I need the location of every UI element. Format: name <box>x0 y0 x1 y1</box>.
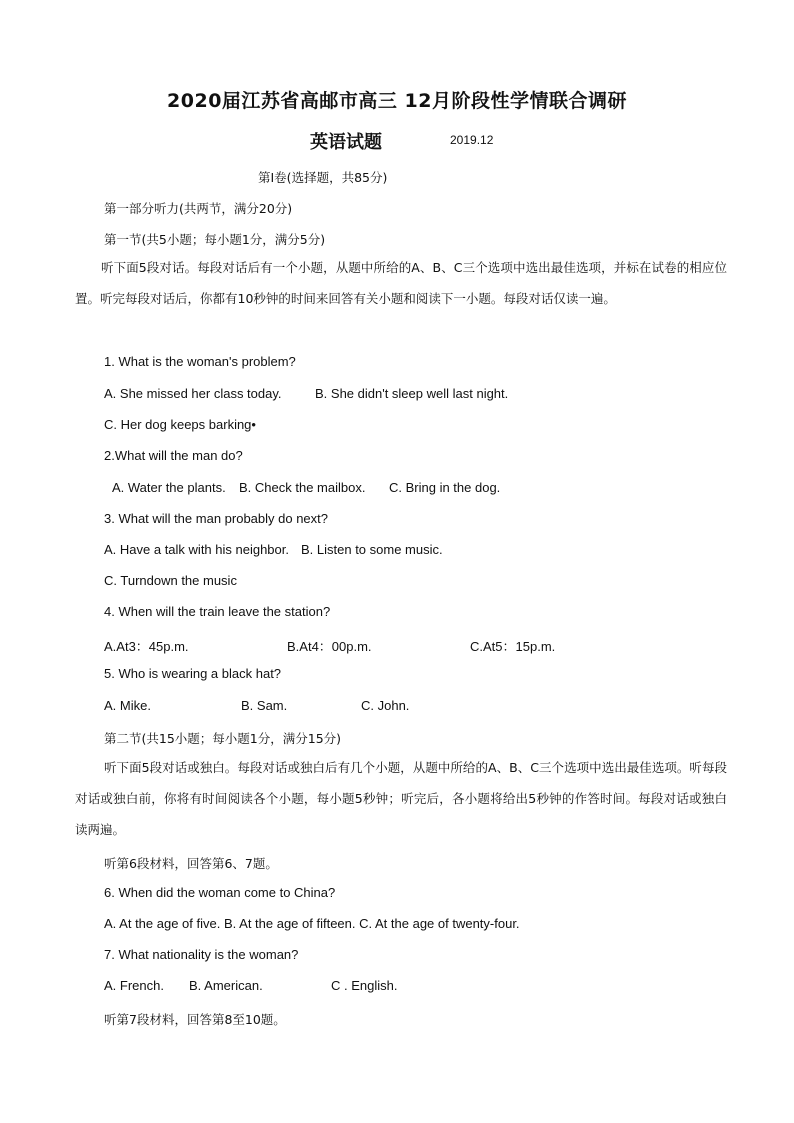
q1-option-b: B. She didn't sleep well last night. <box>315 386 509 401</box>
part1-heading: 第一部分听力(共两节，满分20分) <box>104 201 293 216</box>
q7-stem: 7. What nationality is the woman? <box>104 947 299 962</box>
q4-stem: 4. When will the train leave the station? <box>104 604 331 619</box>
q3-option-c: C. Turndown the music <box>104 573 237 588</box>
q4-option-c: C.At5：15p.m. <box>470 639 556 654</box>
material7-heading: 听第7段材料，回答第8至10题。 <box>104 1012 286 1027</box>
material6-heading: 听第6段材料，回答第6、7题。 <box>104 856 278 871</box>
q5-stem: 5. Who is wearing a black hat? <box>104 666 282 681</box>
q7-option-b: B. American. <box>189 978 263 993</box>
q5-option-b: B. Sam. <box>241 698 288 713</box>
q2-option-b: B. Check the mailbox. <box>239 480 366 495</box>
q3-option-b: B. Listen to some music. <box>301 542 443 557</box>
exam-title: 2020届江苏省高邮市高三 12月阶段性学情联合调研 <box>167 90 627 112</box>
q2-option-a: A. Water the plants. <box>112 480 226 495</box>
q6-stem: 6. When did the woman come to China? <box>104 885 336 900</box>
section1-heading: 第一节(共5小题；每小题1分，满分5分) <box>104 232 326 247</box>
section2-instructions: 听下面5段对话或独白。每段对话或独白后有几个小题，从题中所给的A、B、C三个选项中选出最佳选项。听每段对话或独白前，你将有时间阅读各个小题，每小题5秒钟；听完后，各小题将给出5秒钟的作答时间。每段对话或独白读两遍。 <box>75 760 727 837</box>
section1-instructions: 听下面5段对话。每段对话后有一个小题，从题中所给的A、B、C三个选项中选出最佳选项，并标在试卷的相应位置。听完每段对话后，你都有10秒钟的时间来回答有关小题和阅读下一小题。每段对话仅读一遍。 <box>75 260 727 306</box>
exam-subtitle: 英语试题 <box>310 132 382 153</box>
q5-option-a: A. Mike. <box>104 698 151 713</box>
volume-heading: 第Ⅰ卷(选择题，共85分) <box>258 170 388 185</box>
q6-options: A. At the age of five. B. At the age of fifteen. C. At the age of twenty-four. <box>104 916 520 931</box>
exam-date: 2019.12 <box>450 133 494 147</box>
q1-stem: 1. What is the woman's problem? <box>104 354 296 369</box>
q4-option-a: A.At3：45p.m. <box>104 639 189 654</box>
q2-stem: 2.What will the man do? <box>104 448 243 463</box>
q7-option-c: C . English. <box>331 978 398 993</box>
section2-heading: 第二节(共15小题；每小题1分，满分15分) <box>104 731 342 746</box>
q4-option-b: B.At4：00p.m. <box>287 639 372 654</box>
q2-option-c: C. Bring in the dog. <box>389 480 501 495</box>
q7-option-a: A. French. <box>104 978 164 993</box>
q1-option-a: A. She missed her class today. <box>104 386 282 401</box>
q3-option-a: A. Have a talk with his neighbor. <box>104 542 289 557</box>
q1-option-c: C. Her dog keeps barking• <box>104 417 256 432</box>
q5-option-c: C. John. <box>361 698 410 713</box>
q3-stem: 3. What will the man probably do next? <box>104 511 329 526</box>
